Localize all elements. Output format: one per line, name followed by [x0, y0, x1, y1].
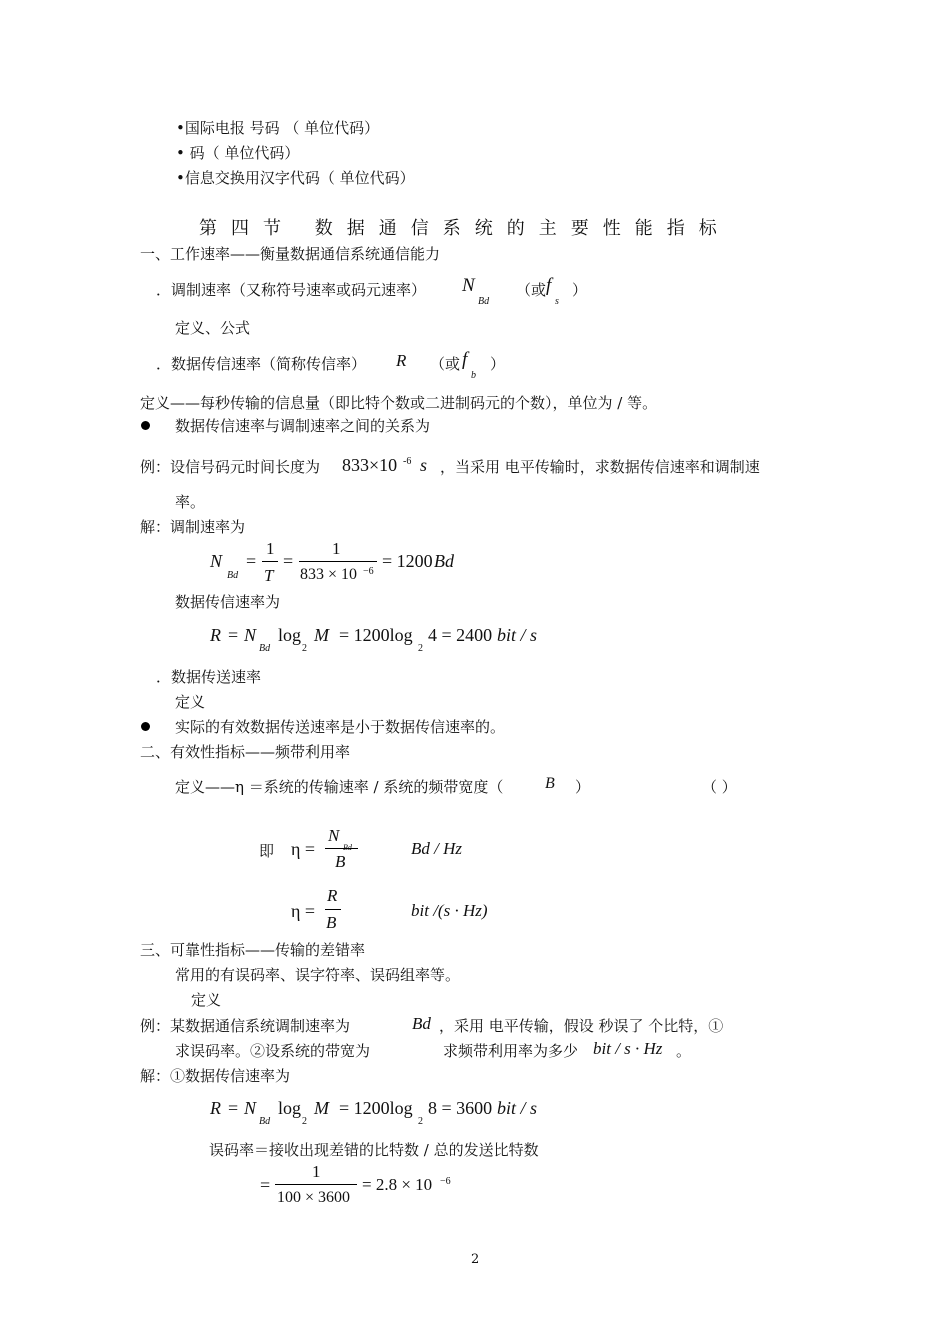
sec1-item3-def: 定义 — [175, 693, 206, 711]
bullet-dot — [141, 421, 150, 430]
sec2-eq1-eta: η = — [291, 839, 316, 859]
eq1-equals2: = — [283, 551, 294, 571]
sec1-item2-label: ．数据传信速率（简称传信率） — [156, 355, 367, 373]
eq3-value: 8 = 3600 — [428, 1098, 493, 1118]
ber-fraction-bar — [275, 1184, 357, 1185]
eq2-equals: = — [228, 625, 239, 645]
sec1-bullet2: 实际的有效数据传送速率是小于数据传信速率的。 — [175, 718, 506, 736]
eq3-n-subscript: Bd — [259, 1116, 271, 1127]
sec2-eq2-fraction-bar — [325, 909, 341, 910]
eq1-fraction-bar2 — [299, 561, 377, 562]
eq2-log-base: 2 — [302, 643, 307, 654]
ber-exponent: −6 — [440, 1176, 451, 1187]
sec2-eq1-denominator: B — [335, 852, 346, 871]
eq2-rest: = 1200log — [339, 625, 413, 645]
eq1-numerator2: 1 — [332, 539, 341, 558]
eq3-rest-base: 2 — [418, 1116, 423, 1127]
sec2-heading: 二、有效性指标——频带利用率 — [140, 743, 351, 761]
ber-equals: = — [260, 1175, 271, 1195]
sec3-def: 定义 — [191, 991, 222, 1009]
list-item-chinese-code: •信息交换用汉字代码（ 单位代码） — [176, 169, 415, 187]
symbol-f-subscript: s — [555, 296, 559, 307]
sec3-solution-label: 解：①数据传信速率为 — [140, 1067, 291, 1085]
sec3-ber-def: 误码率＝接收出现差错的比特数 / 总的发送比特数 — [209, 1141, 539, 1159]
sec1-item1-alt-close: ） — [572, 281, 588, 299]
symbol-f: f — [546, 275, 552, 296]
page-number: 2 — [471, 1252, 480, 1267]
eq3-log-base: 2 — [302, 1116, 307, 1127]
eq1-lhs-subscript: Bd — [227, 570, 239, 581]
eq1-rhs: = 1200 — [382, 551, 433, 571]
sec2-eq2-unit: bit /(s · Hz) — [411, 901, 488, 920]
example-unit: s — [420, 455, 428, 475]
list-item-code: • 码（ 单位代码） — [176, 144, 300, 162]
sec1-rate-label: 数据传信速率为 — [175, 593, 281, 611]
sec1-item1-def: 定义、公式 — [175, 319, 251, 337]
symbol-r: R — [396, 351, 407, 370]
section-title: 第四节 数据通信系统的主要性能指标 — [199, 218, 731, 239]
eq1-denominator2-exp: −6 — [363, 566, 374, 577]
eq3-r: R — [210, 1098, 221, 1118]
ber-denominator: 100 × 3600 — [277, 1189, 351, 1206]
sec3-example-prefix: 例：某数据通信系统调制速率为 — [140, 1017, 351, 1035]
sec2-def-close: ） — [575, 778, 591, 796]
ber-rhs: = 2.8 × 10 — [362, 1175, 433, 1194]
eq2-r: R — [210, 625, 221, 645]
eq3-unit: bit / s — [497, 1098, 538, 1118]
sec1-item1-label: ．调制速率（又称符号速率或码元速率） — [156, 281, 427, 299]
eq2-m: M — [314, 625, 329, 645]
example-exponent: -6 — [403, 456, 412, 467]
sec2-eq1-unit: Bd / Hz — [411, 839, 462, 858]
sec2-eq1-numerator: N — [328, 826, 340, 845]
list-item-telegraph-code: •国际电报 号码 （ 单位代码） — [176, 119, 380, 137]
eq2-n: N — [244, 625, 257, 645]
sec3-common: 常用的有误码率、误字符率、误码组率等。 — [175, 966, 461, 984]
eq1-denominator1: T — [264, 566, 274, 585]
sec3-heading: 三、可靠性指标——传输的差错率 — [140, 941, 366, 959]
sec3-example-unit: Bd — [412, 1014, 431, 1033]
sec1-solution-label: 解：调制速率为 — [140, 518, 246, 536]
eq2-log: log — [278, 625, 302, 645]
eq3-equals: = — [228, 1098, 239, 1118]
sec2-eq2-numerator: R — [327, 886, 338, 905]
sec3-example-line2-end: 。 — [676, 1042, 692, 1060]
sec1-item1-alt-open: （或 — [516, 281, 547, 299]
eq1-denominator2: 833 × 10 — [300, 566, 358, 583]
sec3-example-mid: ，采用 电平传输，假设 秒误了 个比特，① — [439, 1017, 724, 1035]
sec2-eq2-denominator: B — [326, 913, 337, 932]
sec1-item2-alt-open: （或 — [430, 355, 461, 373]
sec1-example-cont: 率。 — [175, 493, 206, 511]
eq2-n-subscript: Bd — [259, 643, 271, 654]
eq3-rest: = 1200log — [339, 1098, 413, 1118]
eq1-numerator1: 1 — [266, 539, 275, 558]
sec2-def-paren: （ ） — [702, 778, 737, 796]
sec1-item3-label: ．数据传送速率 — [156, 668, 262, 686]
eq1-fraction-bar1 — [262, 561, 278, 562]
eq1-unit: Bd — [434, 551, 454, 571]
symbol-n: N — [462, 275, 475, 296]
bullet-dot — [141, 722, 150, 731]
eq2-unit: bit / s — [497, 625, 538, 645]
eq3-log: log — [278, 1098, 302, 1118]
eq2-value: 4 = 2400 — [428, 625, 493, 645]
ber-numerator: 1 — [312, 1162, 321, 1181]
eq3-m: M — [314, 1098, 329, 1118]
symbol-n-subscript: Bd — [478, 296, 490, 307]
sec1-heading: 一、工作速率——衡量数据通信系统通信能力 — [140, 245, 441, 263]
sec3-example-line2-prefix: 求误码率。②设系统的带宽为 — [175, 1042, 371, 1060]
sec2-eq2-eta: η = — [291, 901, 316, 921]
example-value: 833×10 — [342, 455, 398, 475]
eq1-lhs: N — [210, 551, 223, 571]
sec2-def-prefix: 定义——η ＝系统的传输速率 / 系统的频带宽度（ — [175, 778, 504, 796]
symbol-fb: f — [462, 349, 468, 370]
sec1-item2-alt-close: ） — [490, 355, 506, 373]
symbol-fb-subscript: b — [471, 370, 476, 381]
sec2-def-symbol: B — [545, 775, 555, 792]
sec3-example-line2-mid: 求频带利用率为多少 — [443, 1042, 579, 1060]
eq3-n: N — [244, 1098, 257, 1118]
sec1-item2-def: 定义——每秒传输的信息量（即比特个数或二进制码元的个数），单位为 / 等。 — [140, 394, 658, 412]
sec1-example-prefix: 例：设信号码元时间长度为 — [140, 458, 321, 476]
sec1-bullet1: 数据传信速率与调制速率之间的关系为 — [175, 417, 431, 435]
sec2-ji: 即 — [259, 842, 275, 860]
sec2-eq1-fraction-bar — [325, 848, 358, 849]
sec3-example-line2-unit: bit / s · Hz — [593, 1039, 663, 1058]
eq1-equals1: = — [246, 551, 257, 571]
sec1-example-suffix: ，当采用 电平传输时，求数据传信速率和调制速 — [440, 458, 760, 476]
eq2-rest-base: 2 — [418, 643, 423, 654]
